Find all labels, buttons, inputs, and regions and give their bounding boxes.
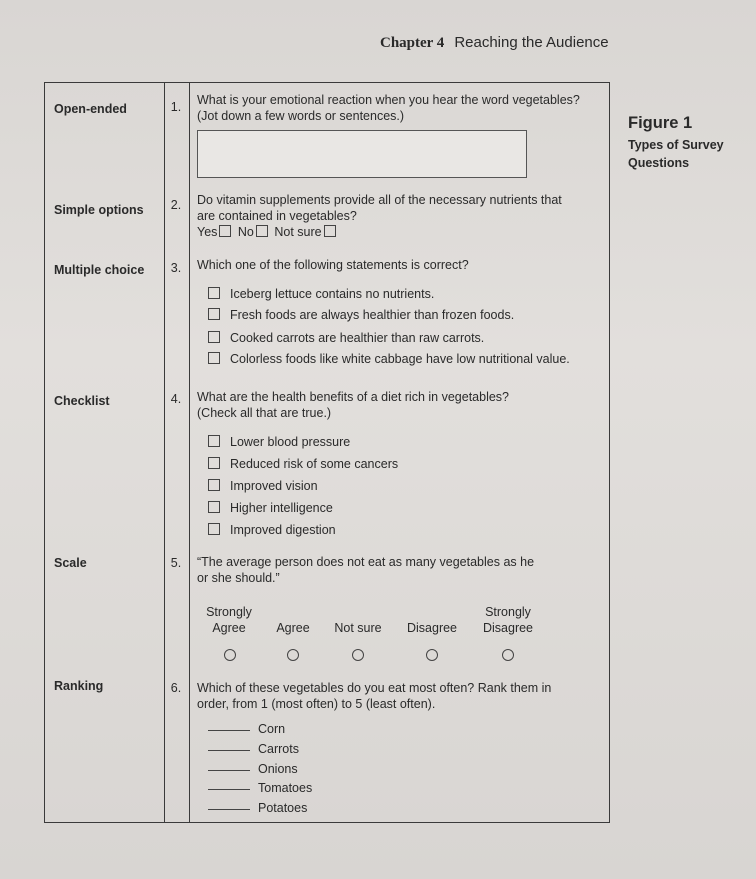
rank-item[interactable]: Carrots (208, 742, 299, 756)
figure-title: Types of Survey Questions (628, 138, 724, 170)
checkbox[interactable] (208, 501, 220, 513)
radio-strongly-agree[interactable] (224, 649, 236, 661)
rank-blank[interactable] (208, 770, 250, 771)
question-1-text: What is your emotional reaction when you hear the word vegetables? (Jot down a few words or sentences.) (197, 93, 580, 123)
scale-label-disagree: Disagree (406, 621, 458, 635)
open-answer-field[interactable] (197, 130, 527, 178)
type-label-scale: Scale (54, 556, 87, 570)
question-number: 4. (170, 392, 182, 406)
mc-option[interactable]: Cooked carrots are healthier than raw carrots. (208, 331, 484, 345)
rank-item[interactable]: Tomatoes (208, 781, 312, 795)
checkbox[interactable] (208, 287, 220, 299)
page-header (380, 34, 609, 52)
chapter-label: Chapter 4 (380, 35, 445, 51)
checkbox[interactable] (208, 308, 220, 320)
mc-option[interactable]: Iceberg lettuce contains no nutrients. (208, 287, 434, 301)
checklist-option[interactable]: Improved digestion (208, 523, 336, 537)
type-label-checklist: Checklist (54, 394, 110, 408)
checkbox[interactable] (208, 457, 220, 469)
rank-blank[interactable] (208, 809, 250, 810)
checklist-option[interactable]: Higher intelligence (208, 501, 333, 515)
type-label-ranking: Ranking (54, 679, 104, 693)
divider-type-num (164, 82, 165, 823)
question-number: 1. (170, 100, 182, 114)
question-number: 3. (170, 261, 182, 275)
radio-agree[interactable] (287, 649, 299, 661)
question-number: 6. (170, 681, 182, 695)
checklist-option[interactable]: Lower blood pressure (208, 435, 350, 449)
rank-item[interactable]: Onions (208, 762, 298, 776)
type-label-open-ended: Open-ended (54, 102, 127, 116)
scale-label-strongly-agree: Strongly Agree (206, 605, 252, 635)
question-4-text: What are the health benefits of a diet rich in vegetables? (Check all that are true.) (197, 390, 509, 420)
checkbox[interactable] (208, 352, 220, 364)
question-number: 5. (170, 556, 182, 570)
scale-label-agree: Agree (276, 621, 310, 635)
checklist-option[interactable]: Reduced risk of some cancers (208, 457, 398, 471)
checkbox-no[interactable] (256, 225, 268, 237)
rank-blank[interactable] (208, 730, 250, 731)
figure-caption (628, 114, 748, 172)
checklist-option[interactable]: Improved vision (208, 479, 318, 493)
chapter-title: Reaching the Audience (454, 34, 609, 51)
type-label-simple-options: Simple options (54, 203, 144, 217)
type-label-multiple-choice: Multiple choice (54, 263, 145, 277)
radio-not-sure[interactable] (352, 649, 364, 661)
scale-label-not-sure: Not sure (334, 621, 382, 635)
figure-number: Figure 1 (628, 114, 693, 132)
question-number: 2. (170, 198, 182, 212)
mc-option[interactable]: Fresh foods are always healthier than frozen foods. (208, 308, 514, 322)
mc-option[interactable]: Colorless foods like white cabbage have low nutritional value. (208, 352, 570, 366)
rank-item[interactable]: Potatoes (208, 801, 307, 815)
divider-num-question (189, 82, 190, 823)
scale-label-strongly-disagree: Strongly Disagree (482, 605, 534, 635)
checkbox[interactable] (208, 479, 220, 491)
checkbox[interactable] (208, 523, 220, 535)
checkbox-not-sure[interactable] (324, 225, 336, 237)
rank-blank[interactable] (208, 750, 250, 751)
checkbox[interactable] (208, 435, 220, 447)
checkbox[interactable] (208, 331, 220, 343)
question-6-text: Which of these vegetables do you eat most often? Rank them in order, from 1 (most often) to 5 (least often). (197, 681, 552, 711)
checkbox-yes[interactable] (219, 225, 231, 237)
simple-choices: Yes No Not sure (197, 224, 607, 240)
rank-blank[interactable] (208, 789, 250, 790)
question-2-text: Do vitamin supplements provide all of the necessary nutrients that are contained in vegetables? Yes No Not sure (197, 192, 607, 240)
question-5-text: “The average person does not eat as many vegetables as he or she should.” (197, 555, 535, 585)
rank-item[interactable]: Corn (208, 722, 285, 736)
radio-disagree[interactable] (426, 649, 438, 661)
question-3-text: Which one of the following statements is correct? (197, 258, 469, 272)
radio-strongly-disagree[interactable] (502, 649, 514, 661)
